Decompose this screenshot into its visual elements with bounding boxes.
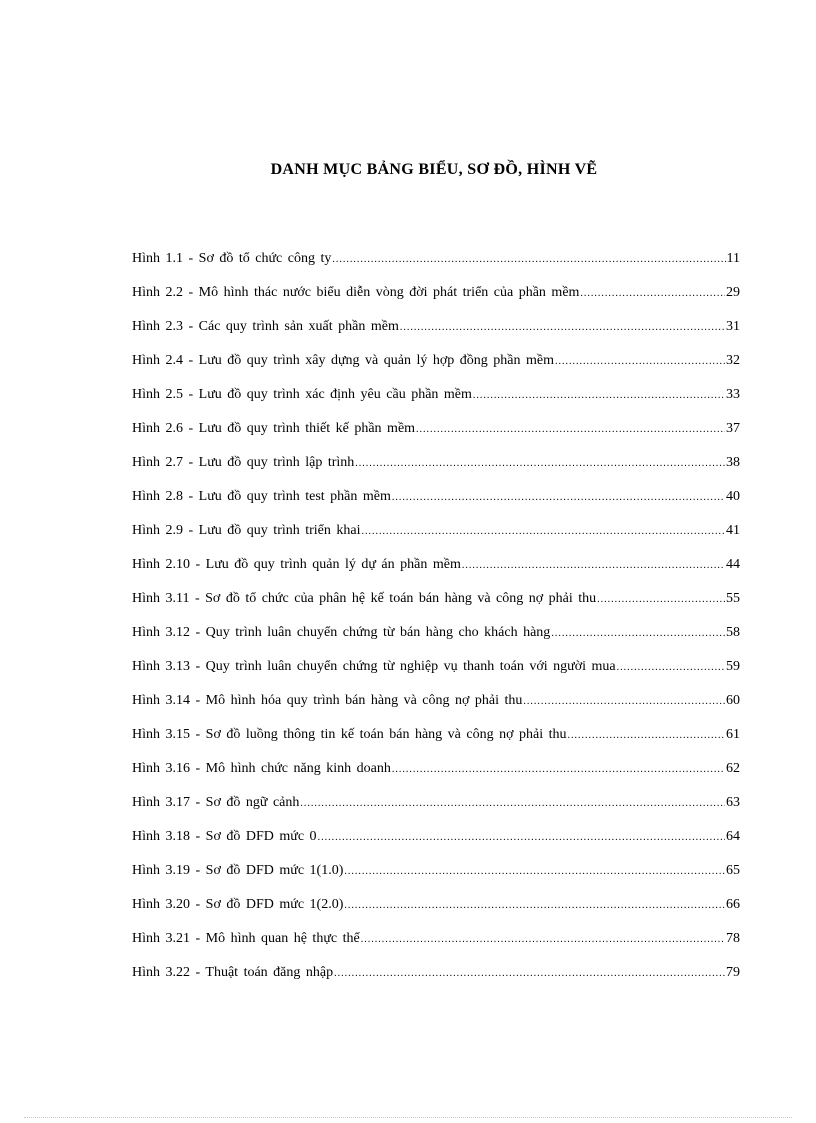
toc-entry[interactable] (132, 589, 740, 623)
dot-leader (344, 862, 725, 882)
dot-leader (580, 284, 725, 304)
toc-entry[interactable] (132, 895, 740, 929)
toc-entry[interactable] (132, 555, 740, 589)
page-title: DANH MỤC BẢNG BIỂU, SƠ ĐỒ, HÌNH VẼ (270, 160, 598, 178)
toc-entry-page: 32 (726, 353, 740, 368)
toc-entry[interactable] (132, 453, 740, 487)
toc-entry-page: 60 (726, 693, 740, 708)
toc-entry[interactable] (132, 657, 740, 691)
toc-entry[interactable] (132, 419, 740, 453)
toc-entry-page: 31 (726, 319, 740, 334)
dot-leader (318, 828, 725, 848)
toc-entry-page: 44 (726, 557, 740, 572)
toc-entry-label: Hình 3.14 - Mô hình hóa quy trình bán hàng và công nợ phải thu (132, 693, 523, 708)
toc-entry-label: Hình 3.18 - Sơ đồ DFD mức 0 (132, 829, 317, 844)
dot-leader (617, 658, 725, 678)
toc-entry-label: Hình 3.20 - Sơ đồ DFD mức 1(2.0) (132, 897, 344, 912)
dot-leader (355, 454, 725, 474)
dot-leader (362, 522, 725, 542)
toc-entry[interactable] (132, 827, 740, 861)
toc-entry-label: Hình 2.6 - Lưu đồ quy trình thiết kế phần mềm (132, 421, 416, 436)
toc-entry-page: 37 (726, 421, 740, 436)
toc-entry-label: Hình 2.2 - Mô hình thác nước biểu diễn vòng đời phát triển của phần mềm (132, 285, 580, 300)
toc-entry-page: 62 (726, 761, 740, 776)
toc-entry-label: Hình 3.15 - Sơ đồ luồng thông tin kế toán bán hàng và công nợ phải thu (132, 727, 567, 742)
toc-entry-label: Hình 2.8 - Lưu đồ quy trình test phần mềm (132, 489, 391, 504)
toc-entry[interactable] (132, 861, 740, 895)
toc-entry-page: 66 (726, 897, 740, 912)
dot-leader (523, 692, 725, 712)
dot-leader (392, 488, 725, 508)
toc-entry-page: 38 (726, 455, 740, 470)
toc-entry-label: Hình 3.11 - Sơ đồ tổ chức của phân hệ kế toán bán hàng và công nợ phải thu (132, 591, 597, 606)
toc-entry-page: 58 (726, 625, 740, 640)
dot-leader (555, 352, 725, 372)
toc-entry-page: 29 (726, 285, 740, 300)
toc-entry-label: Hình 2.7 - Lưu đồ quy trình lập trình (132, 455, 355, 470)
toc-entry-page: 11 (726, 251, 740, 266)
toc-entry-page: 41 (726, 523, 740, 538)
toc-entry[interactable] (132, 521, 740, 555)
toc-entry-page: 40 (726, 489, 740, 504)
dot-leader (334, 964, 725, 984)
dot-leader (332, 250, 725, 270)
toc-entry-page: 79 (726, 965, 740, 980)
dot-leader (300, 794, 725, 814)
dot-leader (567, 726, 725, 746)
toc-entry-page: 59 (726, 659, 740, 674)
toc-entry-label: Hình 1.1 - Sơ đồ tổ chức công ty (132, 251, 332, 266)
toc-entry-page: 63 (726, 795, 740, 810)
toc-entry[interactable] (132, 317, 740, 351)
toc-entry-label: Hình 2.3 - Các quy trình sản xuất phần mềm (132, 319, 399, 334)
toc-entry-label: Hình 2.5 - Lưu đồ quy trình xác định yêu cầu phần mềm (132, 387, 472, 402)
toc-entry[interactable] (132, 929, 740, 963)
toc-entry[interactable] (132, 691, 740, 725)
toc-entry-page: 64 (726, 829, 740, 844)
toc-entry-label: Hình 2.10 - Lưu đồ quy trình quản lý dự án phần mềm (132, 557, 461, 572)
toc-entry-label: Hình 3.12 - Quy trình luân chuyển chứng từ bán hàng cho khách hàng (132, 625, 551, 640)
toc-entry[interactable] (132, 963, 740, 997)
toc-entry-label: Hình 2.9 - Lưu đồ quy trình triển khai (132, 523, 361, 538)
dot-leader (344, 896, 725, 916)
toc-entry-label: Hình 3.22 - Thuật toán đăng nhập (132, 965, 334, 980)
dot-leader (551, 624, 725, 644)
toc-entry[interactable] (132, 249, 740, 283)
dot-leader (473, 386, 725, 406)
toc-entry[interactable] (132, 759, 740, 793)
toc-entry-label: Hình 3.21 - Mô hình quan hệ thực thể (132, 931, 360, 946)
toc-entry[interactable] (132, 793, 740, 827)
toc-entry-label: Hình 2.4 - Lưu đồ quy trình xây dựng và quản lý hợp đồng phần mềm (132, 353, 554, 368)
toc-entry-label: Hình 3.16 - Mô hình chức năng kinh doanh (132, 761, 391, 776)
toc-entry-page: 33 (726, 387, 740, 402)
toc-entry-label: Hình 3.19 - Sơ đồ DFD mức 1(1.0) (132, 863, 344, 878)
dot-leader (416, 420, 725, 440)
toc-entry[interactable] (132, 283, 740, 317)
dot-leader (392, 760, 725, 780)
toc-entry[interactable] (132, 725, 740, 759)
dot-leader (361, 930, 725, 950)
toc-entry[interactable] (132, 487, 740, 521)
toc-entry[interactable] (132, 623, 740, 657)
dot-leader (462, 556, 725, 576)
toc-entry[interactable] (132, 351, 740, 385)
table-of-figures (132, 249, 740, 997)
toc-entry[interactable] (132, 385, 740, 419)
dot-leader (400, 318, 725, 338)
toc-entry-page: 65 (726, 863, 740, 878)
dot-leader (597, 590, 725, 610)
toc-entry-label: Hình 3.17 - Sơ đồ ngữ cảnh (132, 795, 300, 810)
toc-entry-page: 55 (726, 591, 740, 606)
page-bottom-divider (24, 1117, 792, 1118)
toc-entry-label: Hình 3.13 - Quy trình luân chuyển chứng từ nghiệp vụ thanh toán với người mua (132, 659, 616, 674)
toc-entry-page: 61 (726, 727, 740, 742)
toc-entry-page: 78 (726, 931, 740, 946)
